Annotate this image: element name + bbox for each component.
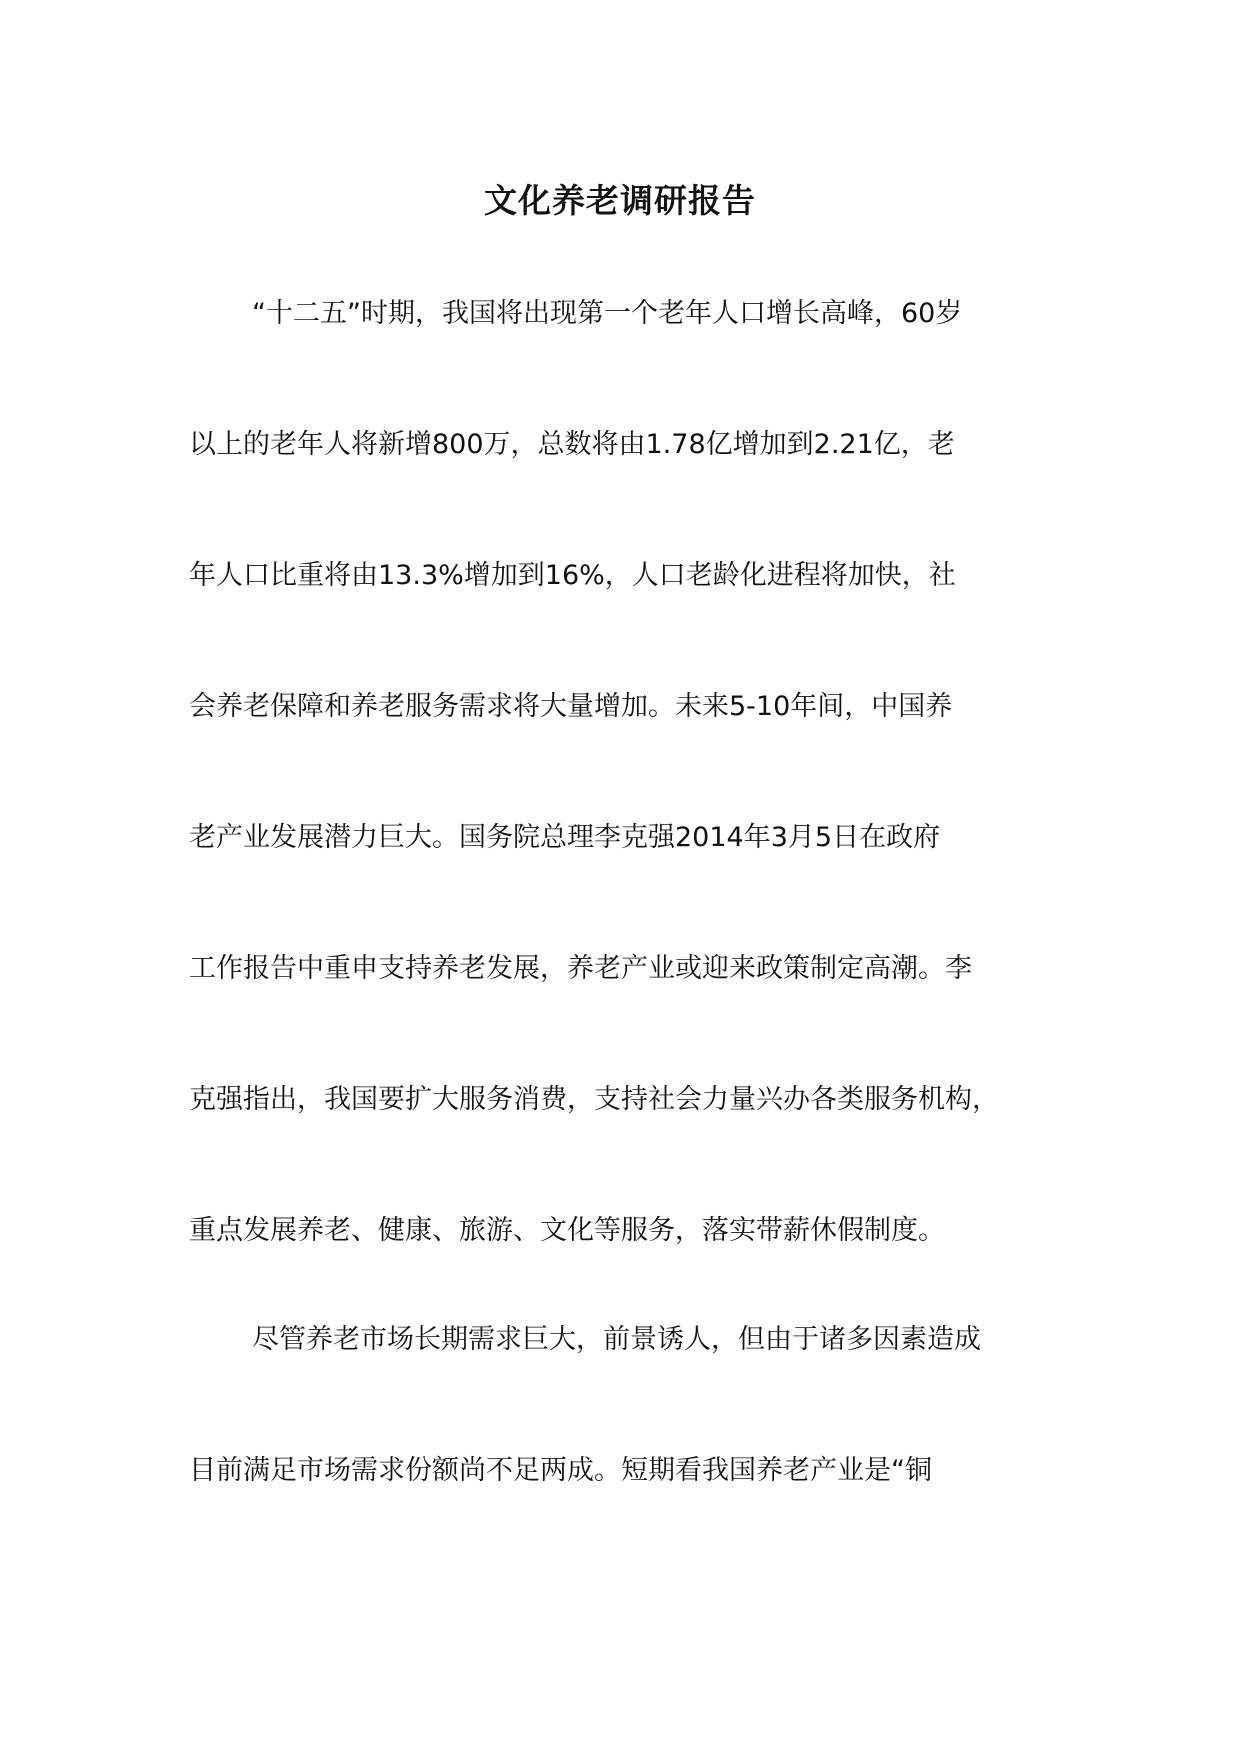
paragraph-line: 重点发展养老、健康、旅游、文化等服务，落实带薪休假制度。 (189, 1215, 945, 1246)
paragraph-line: 目前满足市场需求份额尚不足两成。短期看我国养老产业是“铜 (189, 1455, 932, 1486)
document-title: 文化养老调研报告 (484, 181, 756, 220)
paragraph-line: 年人口比重将由13.3%增加到16%，人口老龄化进程将加快，社 (189, 560, 956, 591)
paragraph-line: “十二五”时期，我国将出现第一个老年人口增长高峰，60岁 (252, 298, 963, 329)
paragraph-line: 老产业发展潜力巨大。国务院总理李克强2014年3月5日在政府 (189, 822, 941, 853)
paragraph-line: 克强指出，我国要扩大服务消费，支持社会力量兴办各类服务机构， (189, 1084, 999, 1115)
paragraph-line: 工作报告中重申支持养老发展，养老产业或迎来政策制定高潮。李 (189, 953, 972, 984)
paragraph-line: 以上的老年人将新增800万，总数将由1.78亿增加到2.21亿，老 (189, 429, 955, 460)
paragraph-line: 尽管养老市场长期需求巨大，前景诱人，但由于诸多因素造成 (252, 1324, 981, 1355)
paragraph-line: 会养老保障和养老服务需求将大量增加。未来5-10年间，中国养 (189, 691, 953, 722)
